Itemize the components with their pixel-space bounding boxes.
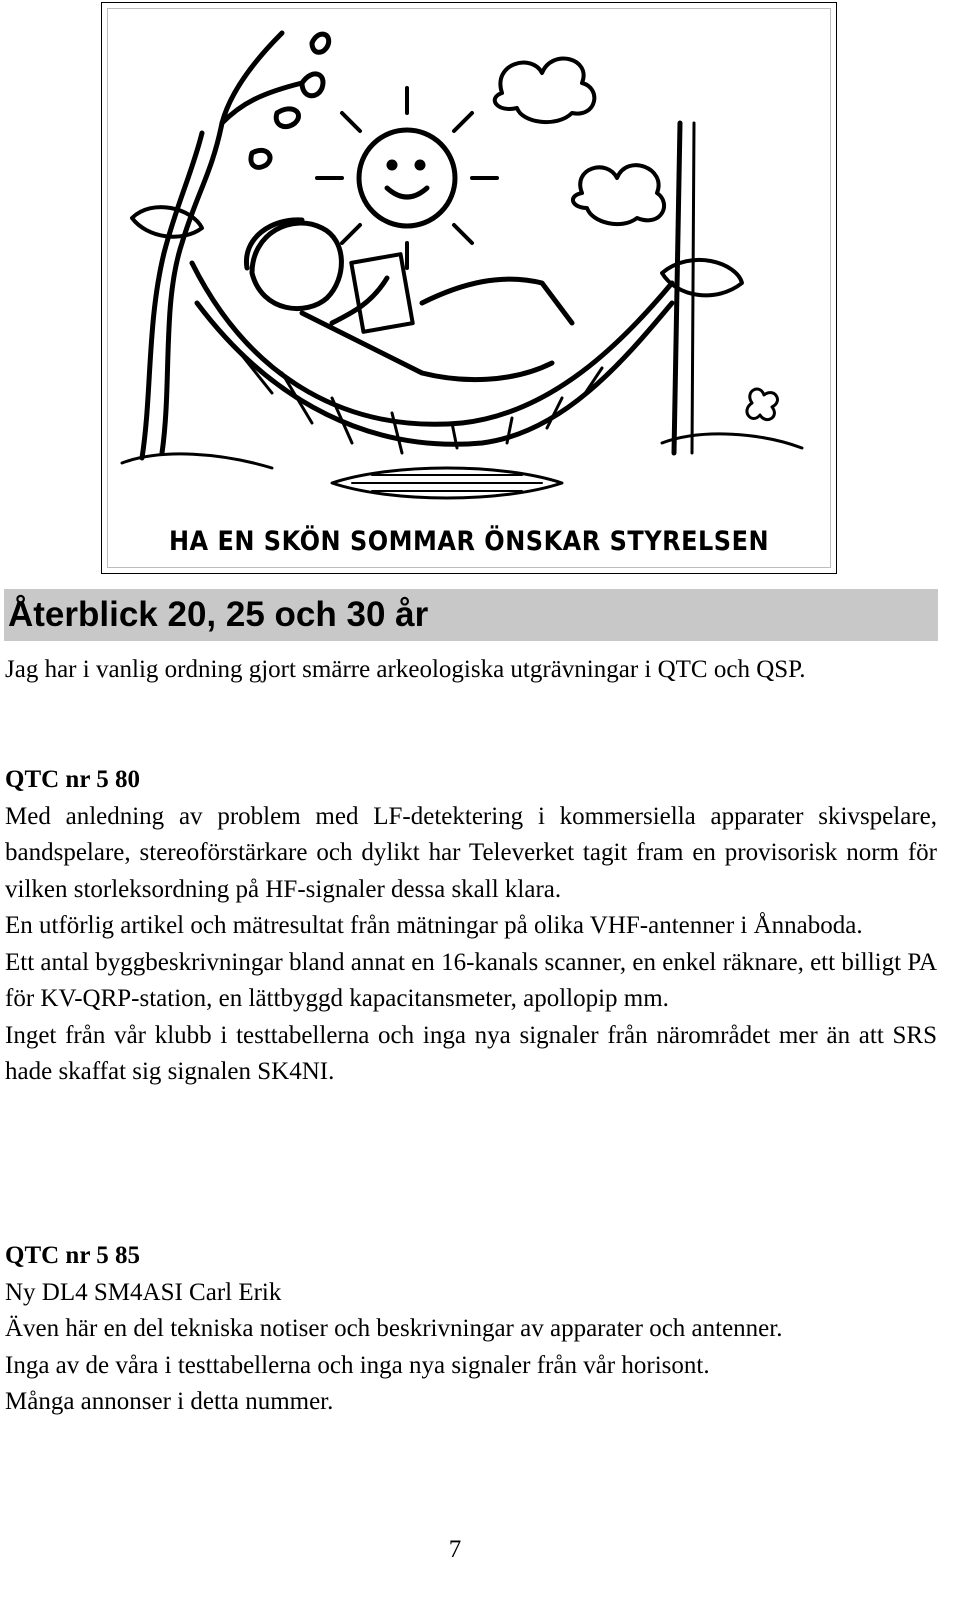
hammock-drawing	[102, 3, 838, 575]
hammock-mesh	[232, 343, 602, 453]
section-title: QTC nr 5 85	[5, 1242, 140, 1269]
page-title: Återblick 20, 25 och 30 år	[8, 595, 429, 634]
paragraph: Inget från vår klubb i testtabellerna och inga nya signaler från närområdet mer än att SRS hade skaffat sig signalen SK4NI.	[5, 1021, 937, 1085]
leaf	[251, 150, 270, 167]
person-body	[302, 313, 552, 380]
cloud	[495, 59, 595, 123]
paragraph: En utförlig artikel och mätresultat från mätningar på olika VHF-antenner i Ånnaboda.	[5, 912, 863, 939]
leaf	[276, 109, 298, 127]
sun-rays	[317, 88, 497, 268]
intro-paragraph: Jag har i vanlig ordning gjort smärre arkeologiska utgrävningar i QTC och QSP.	[5, 656, 806, 683]
paragraph: Med anledning av problem med LF-detektering i kommersiella apparater skivspelare, bandspelare, stereoförstärkare och dylikt har Televerket tagit fram en provisorisk norm för vilken storleksordning på HF-signaler dessa skall klara.	[5, 802, 937, 903]
paragraph: Många annonser i detta nummer.	[5, 1388, 334, 1415]
sun-face	[359, 130, 455, 226]
grass	[122, 434, 802, 468]
sun-smile	[387, 188, 427, 197]
person-head	[252, 223, 341, 309]
hammock-body	[192, 263, 672, 424]
person-leg	[422, 279, 572, 323]
flower	[747, 389, 778, 420]
section-qtc-5-85	[5, 1238, 937, 1421]
sun-eye	[417, 162, 423, 168]
leaf	[302, 74, 323, 96]
section-heading-bar	[4, 589, 938, 641]
book	[351, 254, 412, 332]
paragraph: Även här en del tekniska notiser och beskrivningar av apparater och antenner.	[5, 1315, 783, 1342]
section-title: QTC nr 5 80	[5, 766, 140, 793]
sun-eye	[389, 162, 395, 168]
cloud	[573, 165, 664, 224]
intro-block	[5, 652, 937, 689]
rope-knot-right	[662, 260, 742, 295]
paragraph: Inga av de våra i testtabellerna och inga nya signaler från vår horisont.	[5, 1351, 710, 1379]
illustration-caption: HA EN SKÖN SOMMAR ÖNSKAR STYRELSEN	[168, 525, 770, 557]
ground-shadow-lines	[352, 475, 542, 491]
page-number: 7	[448, 1536, 462, 1563]
section-qtc-5-80	[5, 762, 937, 1091]
paragraph: Ny DL4 SM4ASI Carl Erik	[5, 1278, 282, 1306]
right-post-outline	[692, 123, 694, 453]
paragraph: Ett antal byggbeskrivningar bland annat en 16-kanals scanner, en enkel räknare, ett billigt PA för KV-QRP-station, en lättbyggd kapacitansmeter, apollopip mm.	[5, 948, 937, 1012]
leaf	[312, 34, 329, 52]
summer-illustration	[101, 2, 837, 574]
